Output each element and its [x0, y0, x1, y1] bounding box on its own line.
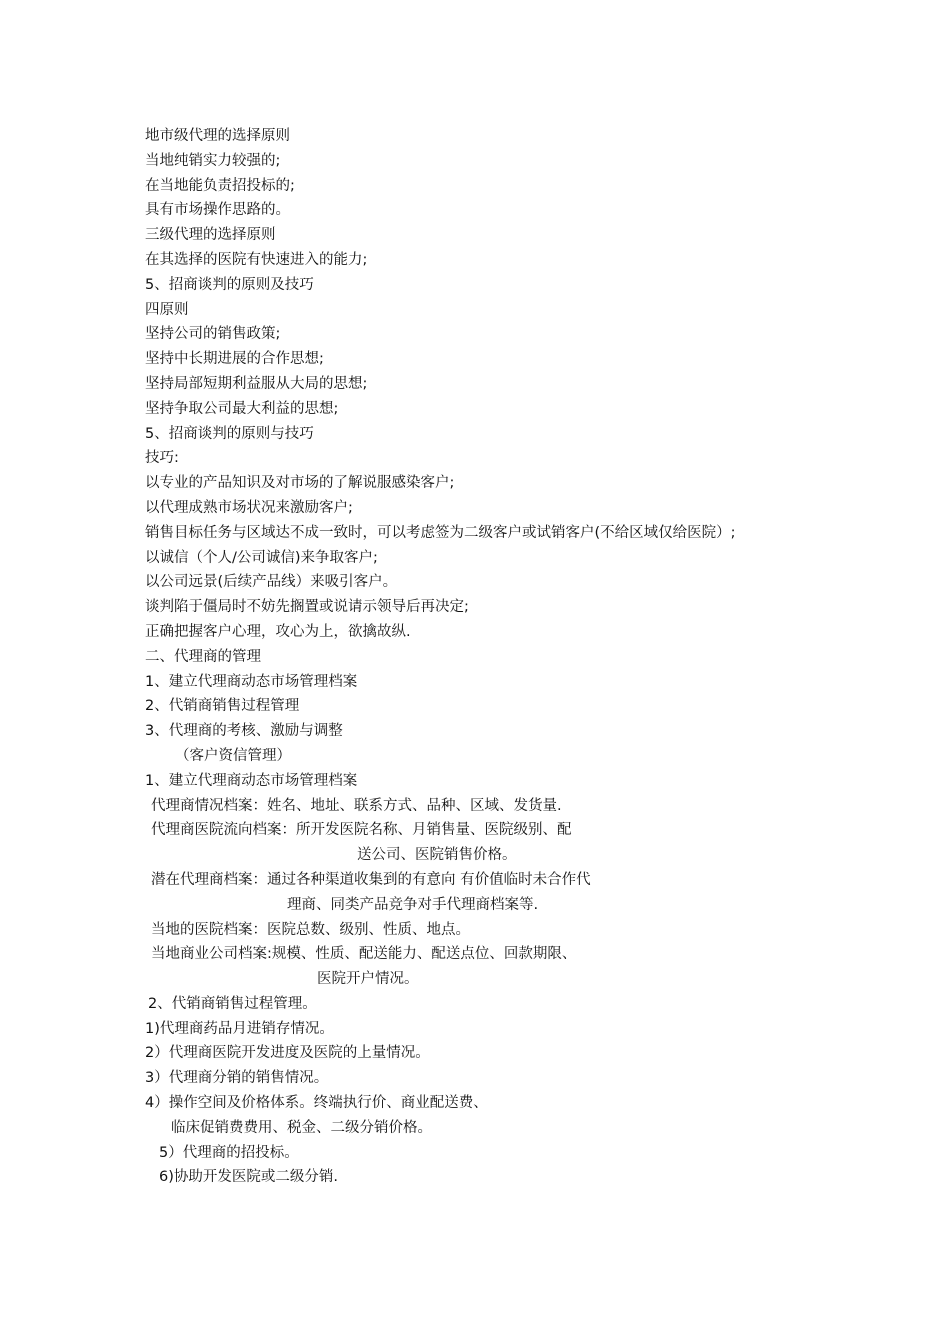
text-line: 1、建立代理商动态市场管理档案	[145, 772, 358, 789]
text-line: 坚持争取公司最大利益的思想;	[145, 400, 339, 417]
text-line: 正确把握客户心理，攻心为上，欲擒故纵.	[145, 623, 411, 640]
text-line: 2、代销商销售过程管理。	[148, 995, 317, 1012]
text-line: 技巧:	[145, 450, 179, 467]
text-line: 2、代销商销售过程管理	[145, 698, 300, 715]
text-line: 三级代理的选择原则	[145, 227, 276, 244]
text-line: 临床促销费费用、税金、二级分销价格。	[171, 1119, 432, 1136]
text-line: 5、招商谈判的原则与技巧	[145, 425, 314, 442]
text-line: 以代理成熟市场状况来激励客户;	[145, 499, 353, 516]
text-line: 以诚信（个人/公司诚信)来争取客户;	[145, 549, 378, 566]
text-line: 四原则	[145, 301, 189, 318]
text-line: 当地纯销实力较强的;	[145, 152, 281, 169]
text-line: 销售目标任务与区域达不成一致时，可以考虑签为二级客户或试销客户(不给区域仅给医院）;	[145, 524, 736, 541]
text-line: 5）代理商的招投标。	[159, 1144, 299, 1161]
text-line: 医院开户情况。	[317, 971, 419, 988]
text-line: 当地商业公司档案:规模、性质、配送能力、配送点位、回款期限、	[151, 946, 577, 963]
text-line: （客户资信管理）	[175, 747, 291, 764]
text-line: 3）代理商分销的销售情况。	[145, 1070, 329, 1087]
text-line: 1)代理商药品月进销存情况。	[145, 1020, 334, 1037]
text-line: 2）代理商医院开发进度及医院的上量情况。	[145, 1045, 430, 1062]
text-line: 坚持局部短期利益服从大局的思想;	[145, 375, 368, 392]
text-line: 在其选择的医院有快速进入的能力;	[145, 251, 368, 268]
document-body	[145, 124, 825, 1190]
text-line: 潜在代理商档案：通过各种渠道收集到的有意向 有价值临时未合作代	[151, 871, 591, 888]
text-line: 在当地能负责招投标的;	[145, 177, 295, 194]
text-line: 4）操作空间及价格体系。终端执行价、商业配送费、	[145, 1095, 488, 1112]
text-line: 以公司远景(后续产品线）来吸引客户。	[145, 574, 398, 591]
text-line: 5、招商谈判的原则及技巧	[145, 276, 314, 293]
text-line: 地市级代理的选择原则	[145, 128, 290, 144]
text-line: 1、建立代理商动态市场管理档案	[145, 673, 358, 690]
text-line: 坚持中长期进展的合作思想;	[145, 351, 324, 368]
text-line: 3、代理商的考核、激励与调整	[145, 723, 343, 740]
text-line: 代理商情况档案：姓名、地址、联系方式、品种、区域、发货量.	[151, 797, 562, 814]
section-heading: 二、代理商的管理	[145, 648, 261, 665]
text-line: 代理商医院流向档案：所开发医院名称、月销售量、医院级别、配	[151, 822, 572, 839]
text-line: 理商、同类产品竞争对手代理商档案等.	[287, 896, 539, 913]
text-line: 送公司、医院销售价格。	[357, 847, 517, 864]
text-line: 6)协助开发医院或二级分销.	[159, 1169, 338, 1186]
text-line: 具有市场操作思路的。	[145, 202, 290, 219]
text-line: 以专业的产品知识及对市场的了解说服感染客户;	[145, 475, 455, 492]
text-line: 当地的医院档案：医院总数、级别、性质、地点。	[151, 921, 470, 938]
text-line: 坚持公司的销售政策;	[145, 326, 281, 343]
text-line: 谈判陷于僵局时不妨先搁置或说请示领导后再决定;	[145, 599, 469, 616]
